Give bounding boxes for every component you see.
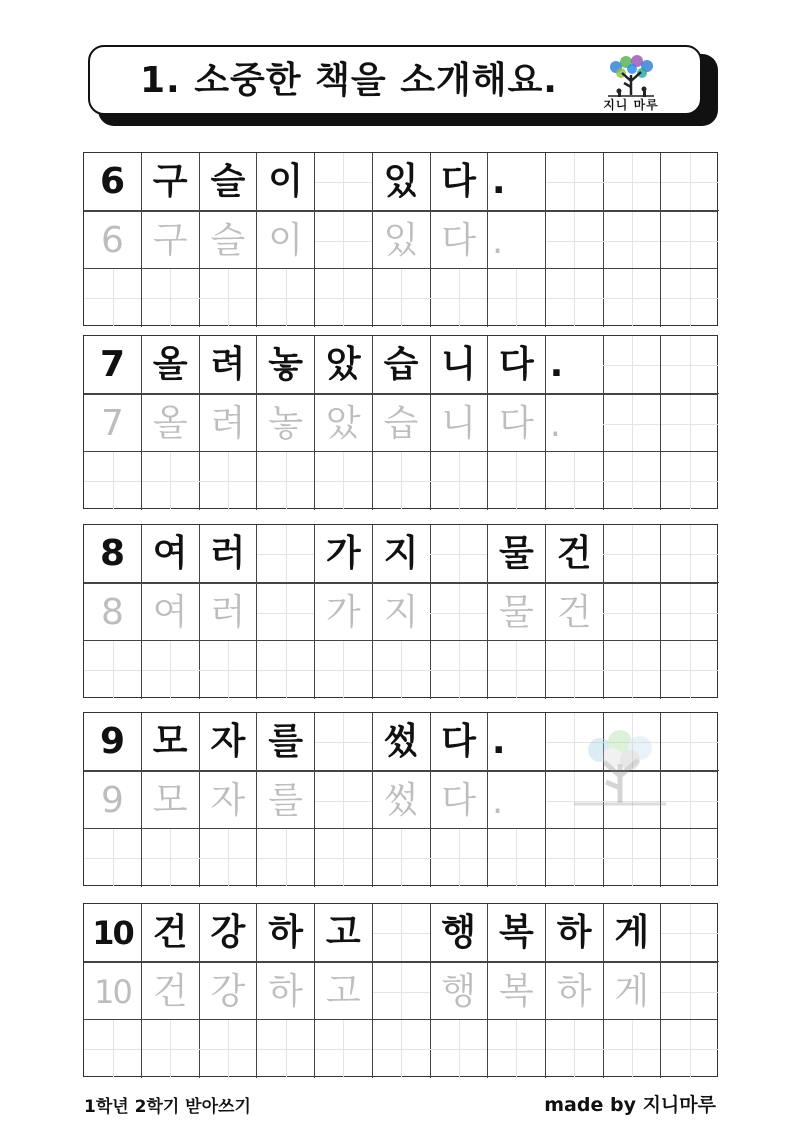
practice-cell[interactable] bbox=[257, 641, 315, 699]
trace-cell: . bbox=[546, 395, 604, 453]
trace-cell bbox=[661, 584, 719, 642]
answer-row bbox=[84, 153, 717, 211]
trace-cell: 건 bbox=[142, 963, 200, 1021]
practice-cell[interactable] bbox=[257, 269, 315, 327]
practice-cell[interactable] bbox=[488, 641, 546, 699]
practice-cell[interactable] bbox=[661, 1020, 719, 1078]
trace-cell: 게 bbox=[603, 963, 661, 1021]
practice-cell[interactable] bbox=[546, 452, 604, 510]
answer-cell: 려 bbox=[199, 336, 257, 394]
trace-cell: 지 bbox=[373, 584, 431, 642]
answer-cell bbox=[661, 525, 719, 583]
practice-cell[interactable] bbox=[430, 641, 488, 699]
trace-cell bbox=[257, 584, 315, 642]
trace-cell: 려 bbox=[199, 395, 257, 453]
answer-row bbox=[84, 904, 717, 962]
trace-cell: 러 bbox=[199, 584, 257, 642]
writing-block bbox=[83, 524, 718, 698]
answer-cell bbox=[603, 336, 661, 394]
practice-cell[interactable] bbox=[84, 452, 142, 510]
practice-cell[interactable] bbox=[488, 452, 546, 510]
tree-watermark-icon bbox=[560, 728, 680, 808]
practice-cell[interactable] bbox=[315, 1020, 373, 1078]
answer-row bbox=[84, 336, 717, 394]
practice-cell[interactable] bbox=[373, 829, 431, 887]
trace-cell: 물 bbox=[488, 584, 546, 642]
trace-cell bbox=[603, 395, 661, 453]
writing-block bbox=[83, 152, 718, 326]
trace-cell: 다 bbox=[430, 212, 488, 270]
answer-cell bbox=[257, 525, 315, 583]
answer-cell bbox=[661, 153, 719, 211]
answer-cell: 자 bbox=[199, 713, 257, 771]
practice-cell[interactable] bbox=[546, 641, 604, 699]
answer-cell: 행 bbox=[430, 904, 488, 962]
trace-cell: . bbox=[488, 772, 546, 830]
trace-cell bbox=[430, 584, 488, 642]
practice-row bbox=[84, 451, 717, 510]
trace-cell: 다 bbox=[430, 772, 488, 830]
practice-cell[interactable] bbox=[199, 452, 257, 510]
practice-cell[interactable] bbox=[315, 452, 373, 510]
answer-cell: 게 bbox=[603, 904, 661, 962]
practice-cell[interactable] bbox=[199, 829, 257, 887]
trace-row bbox=[84, 394, 717, 453]
trace-cell bbox=[603, 212, 661, 270]
answer-cell: 썼 bbox=[373, 713, 431, 771]
answer-cell: 러 bbox=[199, 525, 257, 583]
answer-cell bbox=[373, 904, 431, 962]
answer-cell: 습 bbox=[373, 336, 431, 394]
answer-cell bbox=[603, 153, 661, 211]
trace-cell: 있 bbox=[373, 212, 431, 270]
practice-cell[interactable] bbox=[257, 829, 315, 887]
answer-cell: 다 bbox=[488, 336, 546, 394]
trace-cell: 습 bbox=[373, 395, 431, 453]
trace-cell bbox=[315, 772, 373, 830]
trace-cell: 9 bbox=[84, 772, 142, 830]
answer-cell: 고 bbox=[315, 904, 373, 962]
practice-cell[interactable] bbox=[661, 641, 719, 699]
answer-cell: 니 bbox=[430, 336, 488, 394]
practice-cell[interactable] bbox=[546, 1020, 604, 1078]
practice-cell[interactable] bbox=[546, 269, 604, 327]
footer-left-text: 1학년 2학기 받아쓰기 bbox=[84, 1097, 251, 1117]
logo-text: 지니 마루 bbox=[603, 98, 659, 112]
answer-cell bbox=[661, 336, 719, 394]
practice-cell[interactable] bbox=[373, 269, 431, 327]
answer-cell: 물 bbox=[488, 525, 546, 583]
trace-cell: 강 bbox=[199, 963, 257, 1021]
answer-cell: 슬 bbox=[199, 153, 257, 211]
answer-cell: 이 bbox=[257, 153, 315, 211]
practice-cell[interactable] bbox=[603, 829, 661, 887]
practice-cell[interactable] bbox=[373, 1020, 431, 1078]
practice-cell[interactable] bbox=[315, 829, 373, 887]
practice-cell[interactable] bbox=[199, 641, 257, 699]
answer-cell: 9 bbox=[84, 713, 142, 771]
practice-cell[interactable] bbox=[603, 1020, 661, 1078]
trace-cell bbox=[661, 212, 719, 270]
answer-cell bbox=[315, 153, 373, 211]
answer-cell: 지 bbox=[373, 525, 431, 583]
trace-row bbox=[84, 962, 717, 1021]
footer-credit-text: made by 지니마루 bbox=[544, 1094, 716, 1116]
practice-cell[interactable] bbox=[488, 1020, 546, 1078]
trace-cell: 았 bbox=[315, 395, 373, 453]
trace-cell bbox=[373, 963, 431, 1021]
practice-row bbox=[84, 828, 717, 887]
trace-cell: 니 bbox=[430, 395, 488, 453]
answer-cell: 다 bbox=[430, 153, 488, 211]
practice-cell[interactable] bbox=[84, 1020, 142, 1078]
practice-row bbox=[84, 1019, 717, 1078]
trace-cell: 7 bbox=[84, 395, 142, 453]
answer-cell: 하 bbox=[546, 904, 604, 962]
trace-cell: 가 bbox=[315, 584, 373, 642]
trace-cell: 10 bbox=[84, 963, 142, 1021]
practice-cell[interactable] bbox=[142, 452, 200, 510]
answer-row bbox=[84, 525, 717, 583]
trace-cell: 건 bbox=[546, 584, 604, 642]
answer-cell: 8 bbox=[84, 525, 142, 583]
answer-cell: 를 bbox=[257, 713, 315, 771]
answer-cell bbox=[661, 904, 719, 962]
answer-cell: 건 bbox=[142, 904, 200, 962]
header-box bbox=[88, 45, 702, 115]
practice-cell[interactable] bbox=[142, 641, 200, 699]
practice-cell[interactable] bbox=[546, 829, 604, 887]
answer-cell: 7 bbox=[84, 336, 142, 394]
practice-cell[interactable] bbox=[199, 269, 257, 327]
practice-cell[interactable] bbox=[430, 1020, 488, 1078]
trace-row bbox=[84, 583, 717, 642]
trace-cell bbox=[603, 584, 661, 642]
practice-cell[interactable] bbox=[257, 1020, 315, 1078]
answer-cell: 있 bbox=[373, 153, 431, 211]
trace-cell: 올 bbox=[142, 395, 200, 453]
practice-cell[interactable] bbox=[430, 269, 488, 327]
trace-cell: 썼 bbox=[373, 772, 431, 830]
trace-cell: 복 bbox=[488, 963, 546, 1021]
writing-block bbox=[83, 335, 718, 509]
trace-cell: 이 bbox=[257, 212, 315, 270]
trace-cell: 구 bbox=[142, 212, 200, 270]
practice-cell[interactable] bbox=[488, 269, 546, 327]
answer-cell bbox=[430, 525, 488, 583]
practice-cell[interactable] bbox=[661, 269, 719, 327]
answer-cell: 10 bbox=[84, 904, 142, 962]
trace-cell bbox=[315, 212, 373, 270]
answer-cell: 건 bbox=[546, 525, 604, 583]
writing-block bbox=[83, 903, 718, 1077]
trace-cell bbox=[546, 212, 604, 270]
practice-cell[interactable] bbox=[430, 829, 488, 887]
answer-cell: . bbox=[546, 336, 604, 394]
trace-cell: 고 bbox=[315, 963, 373, 1021]
answer-cell: 여 bbox=[142, 525, 200, 583]
answer-cell: 올 bbox=[142, 336, 200, 394]
practice-cell[interactable] bbox=[430, 452, 488, 510]
practice-cell[interactable] bbox=[315, 269, 373, 327]
practice-cell[interactable] bbox=[84, 829, 142, 887]
practice-cell[interactable] bbox=[661, 829, 719, 887]
trace-cell bbox=[661, 963, 719, 1021]
practice-cell[interactable] bbox=[257, 452, 315, 510]
answer-cell: 다 bbox=[430, 713, 488, 771]
practice-cell[interactable] bbox=[603, 641, 661, 699]
answer-cell: 강 bbox=[199, 904, 257, 962]
trace-cell: 행 bbox=[430, 963, 488, 1021]
page-title: 1. 소중한 책을 소개해요. bbox=[140, 60, 558, 101]
trace-cell: 하 bbox=[546, 963, 604, 1021]
practice-cell[interactable] bbox=[661, 452, 719, 510]
answer-cell: 가 bbox=[315, 525, 373, 583]
trace-cell: 8 bbox=[84, 584, 142, 642]
practice-cell[interactable] bbox=[142, 829, 200, 887]
practice-cell[interactable] bbox=[142, 1020, 200, 1078]
trace-cell: 6 bbox=[84, 212, 142, 270]
answer-cell: 하 bbox=[257, 904, 315, 962]
answer-cell: . bbox=[488, 713, 546, 771]
practice-cell[interactable] bbox=[84, 641, 142, 699]
trace-cell: 슬 bbox=[199, 212, 257, 270]
practice-cell[interactable] bbox=[199, 1020, 257, 1078]
practice-cell[interactable] bbox=[142, 269, 200, 327]
practice-cell[interactable] bbox=[488, 829, 546, 887]
answer-cell: 모 bbox=[142, 713, 200, 771]
practice-row bbox=[84, 640, 717, 699]
answer-cell: 구 bbox=[142, 153, 200, 211]
tree-logo-icon bbox=[594, 53, 668, 111]
practice-cell[interactable] bbox=[315, 641, 373, 699]
trace-cell: 자 bbox=[199, 772, 257, 830]
answer-cell bbox=[315, 713, 373, 771]
trace-cell: . bbox=[488, 212, 546, 270]
trace-cell: 를 bbox=[257, 772, 315, 830]
trace-cell: 놓 bbox=[257, 395, 315, 453]
answer-cell: 6 bbox=[84, 153, 142, 211]
answer-cell bbox=[546, 153, 604, 211]
answer-cell: 았 bbox=[315, 336, 373, 394]
practice-cell[interactable] bbox=[603, 269, 661, 327]
trace-cell: 여 bbox=[142, 584, 200, 642]
trace-cell: 모 bbox=[142, 772, 200, 830]
practice-cell[interactable] bbox=[603, 452, 661, 510]
practice-cell[interactable] bbox=[84, 269, 142, 327]
trace-cell: 하 bbox=[257, 963, 315, 1021]
trace-row bbox=[84, 211, 717, 270]
practice-row bbox=[84, 268, 717, 327]
trace-cell: 다 bbox=[488, 395, 546, 453]
practice-cell[interactable] bbox=[373, 452, 431, 510]
answer-cell bbox=[603, 525, 661, 583]
trace-cell bbox=[661, 395, 719, 453]
practice-cell[interactable] bbox=[373, 641, 431, 699]
answer-cell: 복 bbox=[488, 904, 546, 962]
answer-cell: . bbox=[488, 153, 546, 211]
answer-cell: 놓 bbox=[257, 336, 315, 394]
